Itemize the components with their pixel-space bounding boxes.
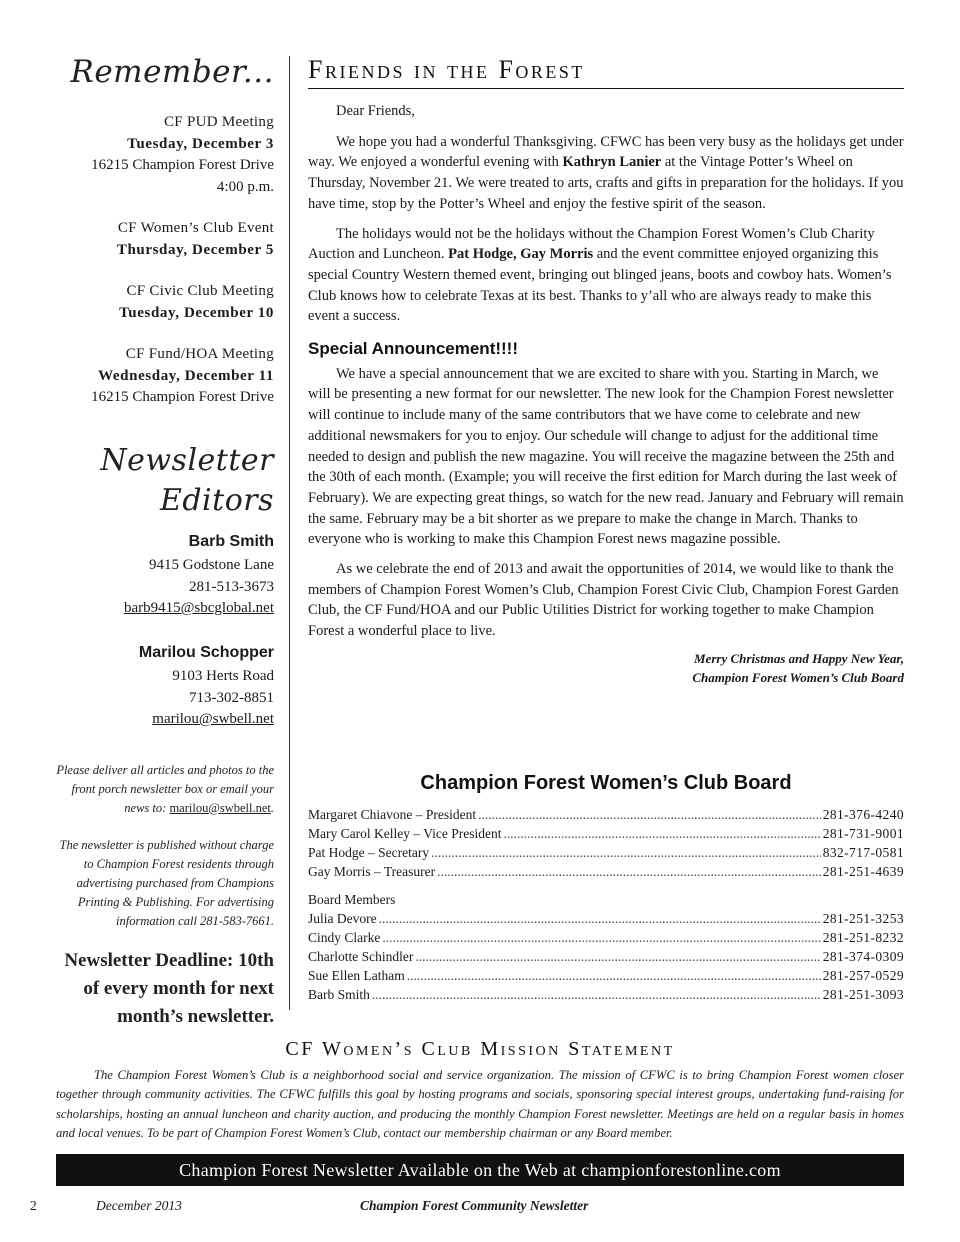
main-article	[308, 56, 904, 687]
board-role: – Vice President	[409, 826, 502, 841]
board-name: Julia Devore	[308, 911, 377, 926]
board-name: Charlotte Schindler	[308, 949, 414, 964]
board-phone: 281-257-0529	[822, 968, 904, 983]
paragraph-thanksgiving	[308, 132, 904, 215]
paragraph-text: and the event committee enjoyed organizing this special Country Western themed event, bringing out blinged jeans, boots and cowboy hats. Women’s Club knows how to celebrate Texas at its best. Thanks to y’all who are always ready to make this event a success.	[308, 246, 892, 325]
remember-heading: Remember...	[70, 54, 274, 90]
board-name: Barb Smith	[308, 987, 370, 1002]
board-row	[308, 947, 904, 966]
event-address: 16215 Champion Forest Drive	[91, 389, 274, 405]
editor-phone: 281-513-3673	[189, 578, 274, 595]
deliver-note-text: Please deliver all articles and photos to the front porch newsletter box or email your news to:	[56, 762, 274, 815]
event-name: CF Civic Club Meeting	[126, 283, 274, 299]
board-name: Margaret Chiavone	[308, 807, 413, 822]
board-phone: 281-374-0309	[822, 949, 904, 964]
editors-heading: Newsletter Editors	[100, 442, 274, 518]
board-name: Pat Hodge	[308, 845, 365, 860]
mission-statement	[56, 1036, 904, 1144]
mission-title: CF Women’s Club Mission Statement	[285, 1038, 675, 1060]
editor-phone: 713-302-8851	[189, 689, 274, 706]
editor-address: 9415 Godstone Lane	[149, 557, 274, 573]
board-phone: 281-731-9001	[822, 826, 904, 841]
event-date: Tuesday, December 3	[127, 135, 274, 152]
editor-email-link[interactable]: marilou@swbell.net	[152, 711, 274, 727]
board-row	[308, 824, 904, 843]
event-name: CF Fund/HOA Meeting	[125, 346, 274, 362]
event-name: CF PUD Meeting	[163, 114, 274, 130]
board-name: Cindy Clarke	[308, 930, 381, 945]
event-name: CF Women’s Club Event	[117, 220, 274, 236]
paragraph-text: at the Vintage Potter’s Wheel on Thursday, November 21. We were treated to arts, crafts and gifts in preparation for the holidays. If you have time, stop by the Potter’s Wheel and enjoy the festive spirit of the season.	[308, 154, 904, 212]
paragraph-special-announcement: We have a special announcement that we are excited to share with you. Starting in March, we will be presenting a new format for our newsletter. The new look for the Champion Forest newsletter will continue to include many of the same contributors that we have come to celebrate and new additional newsmakers for you to enjoy. Our schedule will change to adjust for the additional time needed to design and publish the new magazine. You will receive the magazine between the 25th and the 30th of each month. (Example; you will receive the first edition for March during the last week of February). We are expecting great things, so watch for the new read. January and February will remain the same. February may be a bit shorter as we prepare to make the change in March. Thanks to everyone who is working to make this Champion Forest news magazine possible.	[308, 365, 904, 548]
editor-barb-smith	[50, 531, 274, 620]
column-divider	[289, 56, 290, 1010]
article-title: Friends in the Forest	[308, 56, 904, 89]
board-row	[308, 862, 904, 881]
board-phone: 281-376-4240	[822, 807, 904, 822]
board-phone: 832-717-0581	[822, 845, 904, 860]
deliver-email-link[interactable]: marilou@swbell.net	[169, 800, 271, 815]
sidebar	[50, 52, 274, 1031]
board-role: – Secretary	[364, 845, 430, 860]
signature-line-1: Merry Christmas and Happy New Year,	[694, 650, 904, 666]
dot-leader	[415, 947, 820, 966]
board-phone: 281-251-3253	[822, 911, 904, 926]
dot-leader	[478, 805, 821, 824]
event-fund-hoa	[50, 344, 274, 409]
board-name: Gay Morris	[308, 864, 371, 879]
event-civic-club	[50, 281, 274, 324]
board-name: Mary Carol Kelley	[308, 826, 410, 841]
dot-leader	[372, 985, 821, 1004]
editor-name: Barb Smith	[188, 532, 274, 550]
board-row	[308, 966, 904, 985]
board-role: – Treasurer	[370, 864, 436, 879]
dot-leader	[407, 966, 821, 985]
editor-address: 9103 Herts Road	[172, 668, 274, 684]
board-row	[308, 985, 904, 1004]
deliver-note	[50, 761, 274, 818]
board-title: Champion Forest Women’s Club Board	[420, 772, 792, 794]
page-number: 2	[30, 1198, 37, 1213]
highlight-name: Pat Hodge, Gay Morris	[448, 246, 594, 263]
board-row	[308, 805, 904, 824]
board-phone: 281-251-3093	[822, 987, 904, 1002]
event-cf-pud	[50, 112, 274, 198]
salutation: Dear Friends,	[336, 103, 415, 119]
board-phone: 281-251-4639	[822, 864, 904, 879]
mission-text: The Champion Forest Women’s Club is a neighborhood social and service organization. The mission of CFWC is to bring Champion Forest women closer together through community activities. The CFWC fulfills this goal by hosting programs and socials, sponsoring special interest groups, undertaking fund-raising for scholarships, hosting an annual luncheon and charity auction, and producing the monthly Champion Forest newsletter. Meetings are held on a regular basis in homes and local venues. To be part of Champion Forest Women’s Club, contact our membership chairman or any Board member.	[56, 1068, 904, 1141]
dot-leader	[431, 843, 821, 862]
board-list	[308, 774, 904, 1004]
paragraph-celebrate: As we celebrate the end of 2013 and await the opportunities of 2014, we would like to thank the members of Champion Forest Women’s Club, Champion Forest Civic Club, Champion Forest Garden Club, the CF Fund/HOA and our Public Utilities District for working together to make Champion Forest a wonderful place to live.	[308, 561, 899, 640]
event-date: Thursday, December 5	[116, 241, 274, 258]
web-banner[interactable]: Champion Forest Newsletter Available on the Web at championforestonline.com	[56, 1154, 904, 1186]
editor-marilou-schopper	[50, 642, 274, 731]
deliver-note-end: .	[270, 800, 274, 815]
event-date: Wednesday, December 11	[98, 367, 274, 384]
board-row	[308, 843, 904, 862]
board-members-label: Board Members	[308, 892, 396, 907]
paragraph-text: The holidays would not be the holidays without the Champion Forest Women’s Club Charity Auction and Luncheon.	[308, 225, 875, 263]
event-date: Tuesday, December 10	[119, 304, 274, 321]
footer-date: December 2013	[96, 1198, 182, 1213]
board-role: – President	[412, 807, 477, 822]
event-womens-club	[50, 218, 274, 261]
editor-email-link[interactable]: barb9415@sbcglobal.net	[123, 600, 274, 616]
board-phone: 281-251-8232	[822, 930, 904, 945]
board-name: Sue Ellen Latham	[308, 968, 405, 983]
newsletter-deadline: Newsletter Deadline: 10th of every month for next month’s newsletter.	[64, 949, 274, 1027]
board-row	[308, 909, 904, 928]
event-address: 16215 Champion Forest Drive	[91, 157, 274, 173]
dot-leader	[379, 909, 821, 928]
editor-name: Marilou Schopper	[138, 643, 274, 661]
footer-publication: Champion Forest Community Newsletter	[360, 1198, 589, 1213]
paragraph-text: We hope you had a wonderful Thanksgiving. CFWC has been very busy as the holidays get under way. We enjoyed a wonderful evening with	[308, 133, 904, 171]
dot-leader	[504, 824, 821, 843]
dot-leader	[382, 928, 820, 947]
signature-line-2: Champion Forest Women’s Club Board	[692, 669, 904, 685]
dot-leader	[437, 862, 821, 881]
page-footer	[30, 1198, 930, 1218]
special-announcement-heading: Special Announcement!!!!	[308, 339, 518, 359]
event-time: 4:00 p.m.	[216, 178, 274, 195]
signature	[308, 649, 904, 687]
paragraph-charity-auction	[308, 224, 904, 328]
highlight-name: Kathryn Lanier	[562, 154, 662, 171]
publish-note: The newsletter is published without charge to Champion Forest residents through advertising purchased from Champions Printing & Publishing. For advertising information call 281-583-7661.	[59, 837, 274, 928]
board-row	[308, 928, 904, 947]
